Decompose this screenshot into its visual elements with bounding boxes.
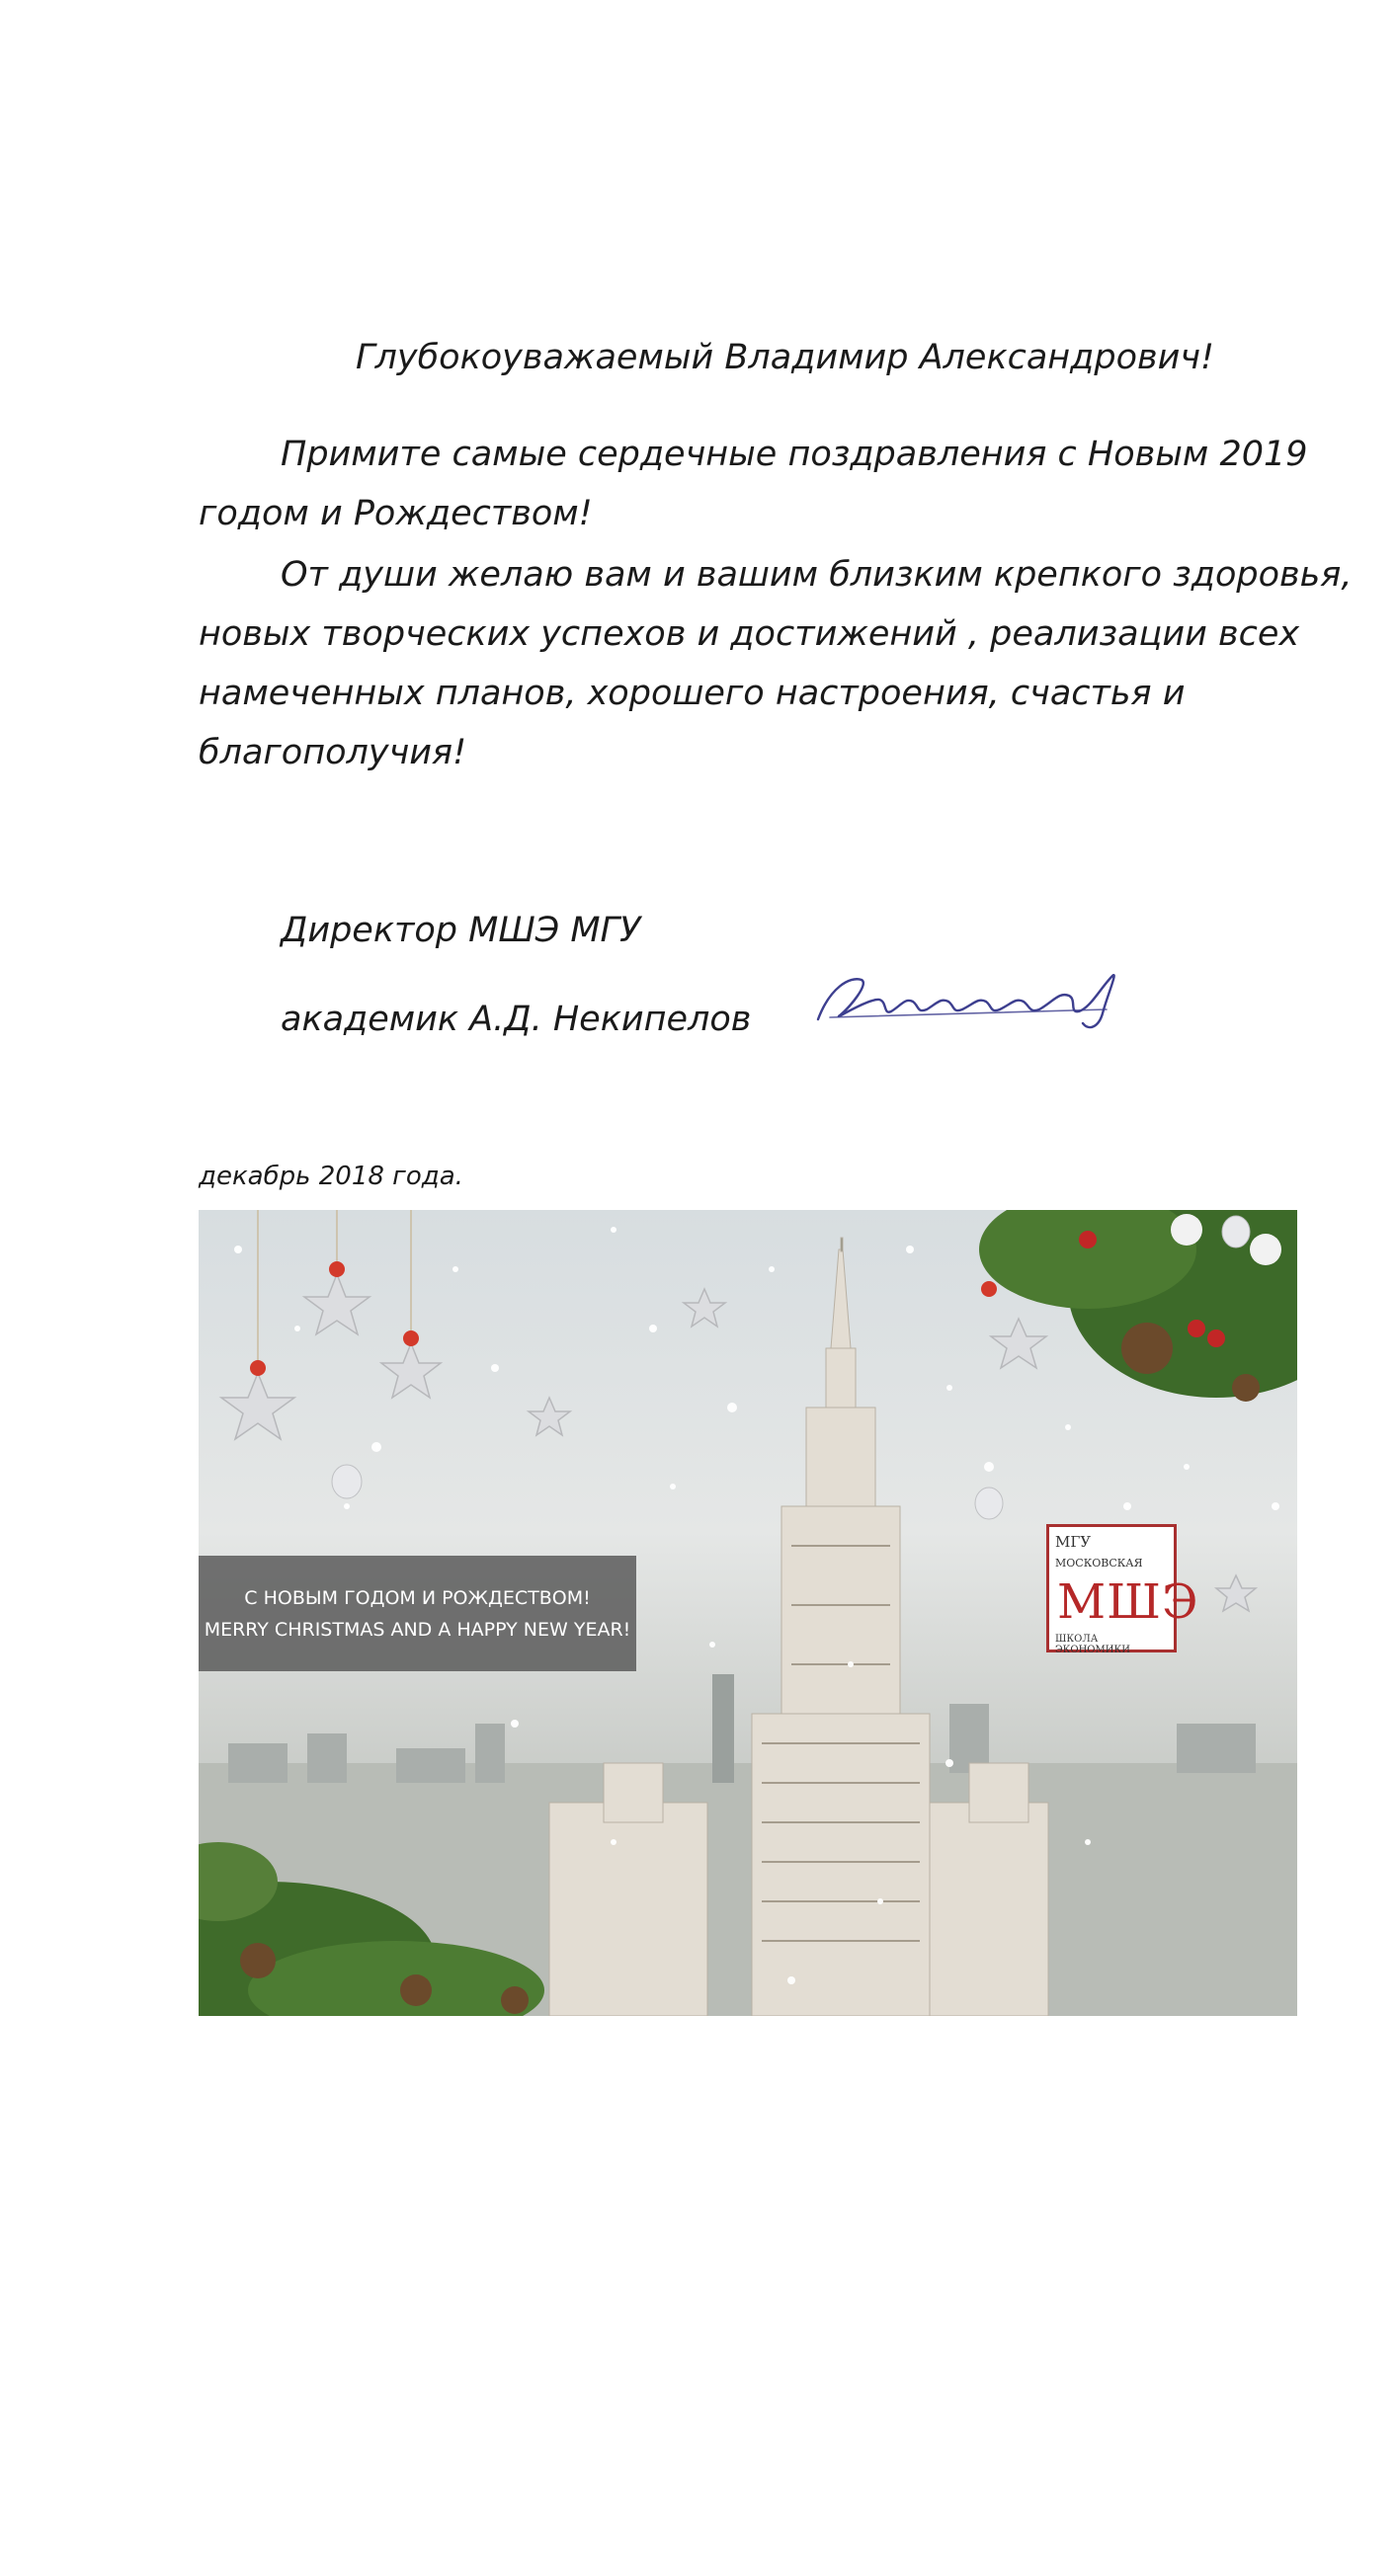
logo-main-text: МШЭ	[1057, 1574, 1199, 1630]
logo-top-text: МГУ	[1055, 1533, 1092, 1551]
mshe-logo	[1046, 1524, 1199, 1655]
paragraph2-line: От души желаю вам и вашим близким крепкого здоровья,	[281, 555, 1353, 595]
paragraph1-line: Примите самые сердечные поздравления с Новым 2019	[281, 435, 1308, 474]
date: декабрь 2018 года.	[199, 1162, 463, 1191]
paragraph2-line: новых творческих успехов и достижений , реализации всех	[199, 614, 1300, 654]
ornament-bows	[250, 1261, 997, 1376]
signatory-name: академик А.Д. Некипелов	[281, 1000, 752, 1039]
greeting-banner	[199, 1556, 636, 1671]
greeting-card-image	[199, 1210, 1297, 2016]
paragraph2-line: благополучия!	[199, 733, 467, 772]
banner-line-ru: С НОВЫМ ГОДОМ И РОЖДЕСТВОМ!	[244, 1586, 591, 1609]
greeting: Глубокоуважаемый Владимир Александрович!	[356, 338, 1215, 377]
logo-bottom-text: ШКОЛА ЭКОНОМИКИ	[1055, 1634, 1130, 1655]
signatory-title: Директор МШЭ МГУ	[281, 911, 641, 950]
paragraph2-line: намеченных планов, хорошего настроения, счастья и	[199, 674, 1186, 713]
banner-line-en: MERRY CHRISTMAS AND A HAPPY NEW YEAR!	[204, 1618, 631, 1641]
fir-branches-top-right	[979, 1210, 1297, 1402]
handwritten-signature	[810, 958, 1146, 1037]
logo-mid-text: МОСКОВСКАЯ	[1055, 1557, 1143, 1570]
paragraph1-line: годом и Рождеством!	[199, 494, 593, 533]
